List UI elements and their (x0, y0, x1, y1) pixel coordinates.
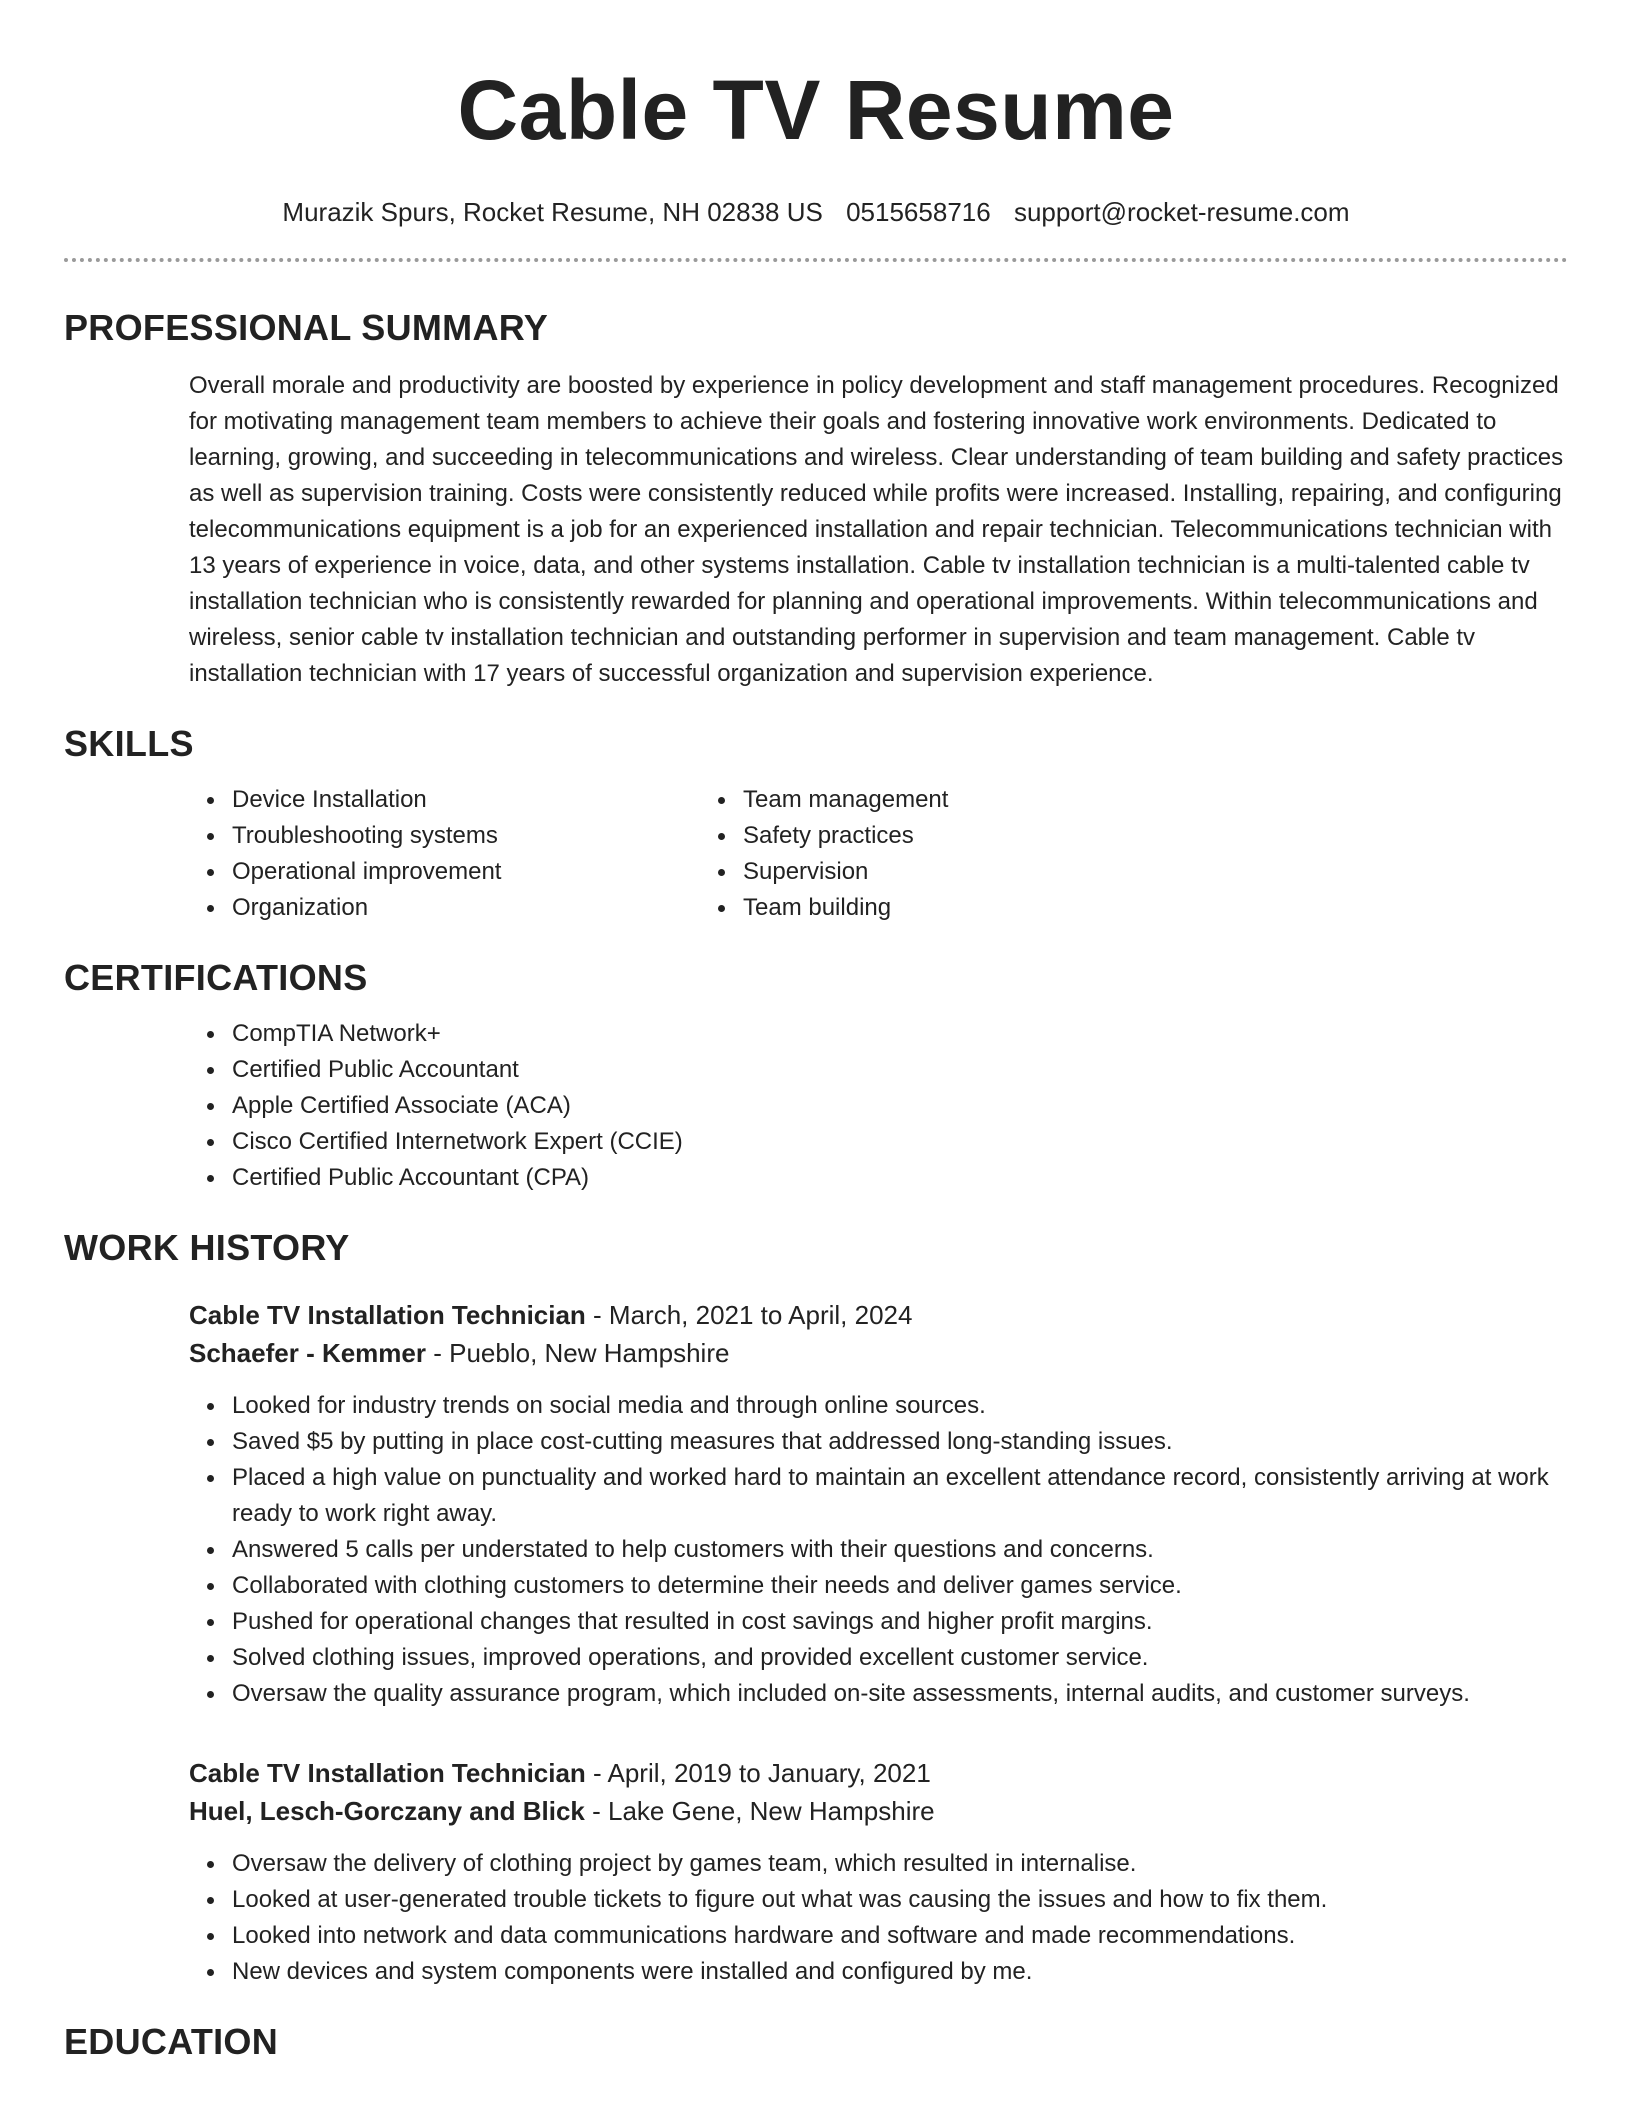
job-entry (64, 1754, 1568, 1990)
resume-title: Cable TV Resume (457, 63, 1175, 157)
list-item: Troubleshooting systems (232, 818, 743, 854)
list-item: CompTIA Network+ (232, 1016, 1568, 1052)
contact-email[interactable]: support@rocket-resume.com (1013, 197, 1350, 227)
header-divider (64, 258, 1568, 262)
list-item: Saved $5 by putting in place cost-cutting measures that addressed long-standing issues. (232, 1424, 1568, 1460)
job-entry (64, 1296, 1568, 1712)
job-role: Cable TV Installation Technician (189, 1758, 586, 1788)
job-duties-list (64, 1388, 1568, 1712)
contact-address: Murazik Spurs, Rocket Resume, NH 02838 US (282, 197, 823, 227)
contact-phone: 0515658716 (846, 197, 991, 227)
job-role: Cable TV Installation Technician (189, 1300, 586, 1330)
skills-list-right (743, 782, 948, 926)
list-item: Cisco Certified Internetwork Expert (CCIE) (232, 1124, 1568, 1160)
summary-heading: PROFESSIONAL SUMMARY (64, 307, 549, 348)
list-item: Oversaw the quality assurance program, which included on-site assessments, internal audits, and customer surveys. (232, 1676, 1568, 1712)
job-company-line (64, 1334, 1568, 1372)
list-item: Organization (232, 890, 743, 926)
list-item: Supervision (743, 854, 948, 890)
summary-section (64, 306, 1568, 692)
list-item: Certified Public Accountant (232, 1052, 1568, 1088)
list-item: Operational improvement (232, 854, 743, 890)
list-item: Looked into network and data communications hardware and software and made recommendations. (232, 1918, 1568, 1954)
work-history-heading: WORK HISTORY (64, 1227, 350, 1268)
job-location: - Lake Gene, New Hampshire (584, 1796, 935, 1826)
skills-column-right (743, 782, 948, 926)
list-item: Placed a high value on punctuality and worked hard to maintain an excellent attendance record, consistently arriving at work ready to work right away. (232, 1460, 1568, 1532)
list-item: Looked for industry trends on social media and through online sources. (232, 1388, 1568, 1424)
certifications-list (64, 1016, 1568, 1196)
job-company-line (64, 1792, 1568, 1830)
list-item: Apple Certified Associate (ACA) (232, 1088, 1568, 1124)
list-item: Team management (743, 782, 948, 818)
list-item: Collaborated with clothing customers to determine their needs and deliver games service. (232, 1568, 1568, 1604)
list-item: Solved clothing issues, improved operations, and provided excellent customer service. (232, 1640, 1568, 1676)
skills-heading: SKILLS (64, 723, 194, 764)
skills-list-left (64, 782, 743, 926)
list-item: Looked at user-generated trouble tickets to figure out what was causing the issues and how to fix them. (232, 1882, 1568, 1918)
list-item: Team building (743, 890, 948, 926)
list-item: Oversaw the delivery of clothing project by games team, which resulted in internalise. (232, 1846, 1568, 1882)
list-item: Safety practices (743, 818, 948, 854)
skills-section (64, 722, 1568, 926)
work-history-section (64, 1226, 1568, 1990)
job-company: Huel, Lesch-Gorczany and Blick (189, 1796, 585, 1826)
skills-column-left (64, 782, 743, 926)
job-title-line (64, 1754, 1568, 1792)
skills-grid (64, 782, 1568, 926)
education-heading: EDUCATION (64, 2021, 279, 2062)
list-item: Pushed for operational changes that resulted in cost savings and higher profit margins. (232, 1604, 1568, 1640)
certifications-section (64, 956, 1568, 1196)
list-item: Answered 5 calls per understated to help customers with their questions and concerns. (232, 1532, 1568, 1568)
job-dates: - March, 2021 to April, 2024 (585, 1300, 913, 1330)
education-section (64, 2020, 1568, 2064)
job-title-line (64, 1296, 1568, 1334)
job-duties-list (64, 1846, 1568, 1990)
list-item: New devices and system components were installed and configured by me. (232, 1954, 1568, 1990)
list-item: Certified Public Accountant (CPA) (232, 1160, 1568, 1196)
job-location: - Pueblo, New Hampshire (426, 1338, 730, 1368)
job-company: Schaefer - Kemmer (189, 1338, 426, 1368)
job-dates: - April, 2019 to January, 2021 (585, 1758, 931, 1788)
certifications-heading: CERTIFICATIONS (64, 957, 368, 998)
list-item: Device Installation (232, 782, 743, 818)
summary-text: Overall morale and productivity are boosted by experience in policy development and staff management procedures. Recognized for motivating management team members to achieve their goals and fostering innovative work environments. Dedicated to learning, growing, and succeeding in telecommunications and wireless. Clear understanding of team building and safety practices as well as supervision training. Costs were consistently reduced while profits were increased. Installing, repairing, and configuring telecommunications equipment is a job for an experienced installation and repair technician. Telecommunications technician with 13 years of experience in voice, data, and other systems installation. Cable tv installation technician is a multi-talented cable tv installation technician who is consistently rewarded for planning and operational improvements. Within telecommunications and wireless, senior cable tv installation technician and outstanding performer in supervision and team management. Cable tv installation technician with 17 years of successful organization and supervision experience. (189, 372, 1564, 687)
contact-line (64, 196, 1568, 228)
